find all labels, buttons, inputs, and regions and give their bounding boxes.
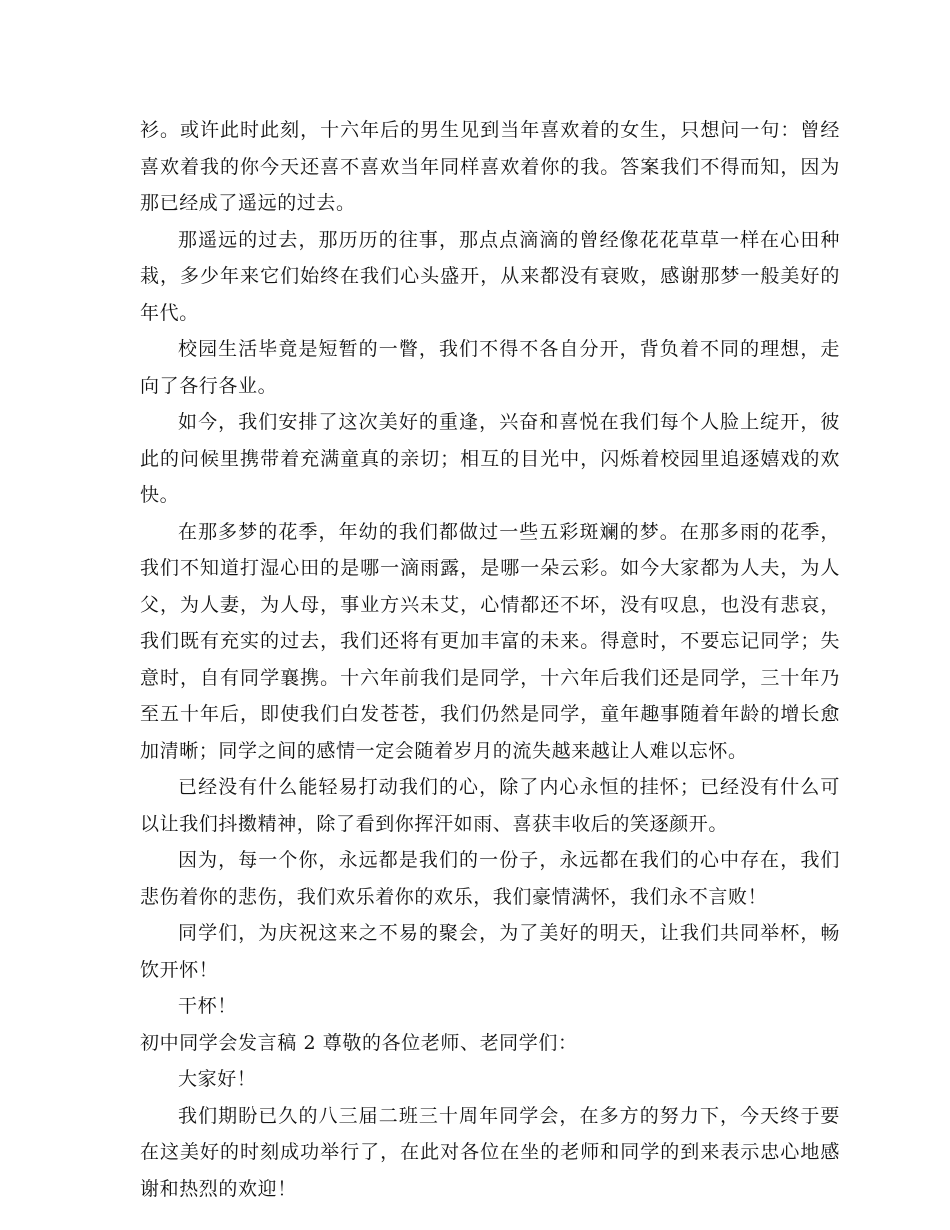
paragraph-6: 已经没有什么能轻易打动我们的心，除了内心永恒的挂怀；已经没有什么可以让我们抖擞精神，除了看到你挥汗如雨、喜获丰收后的笑逐颜开。 <box>140 776 840 835</box>
paragraph-7: 因为，每一个你，永远都是我们的一份子，永远都在我们的心中存在，我们悲伤着你的悲伤，我们欢乐着你的欢乐，我们豪情满怀，我们永不言败！ <box>140 849 840 908</box>
section-heading: 初中同学会发言稿 2 尊敬的各位老师、老同学们： <box>140 1031 578 1054</box>
paragraph-5: 在那多梦的花季，年幼的我们都做过一些五彩斑斓的梦。在那多雨的花季，我们不知道打湿心田的是哪一滴雨露，是哪一朵云彩。如今大家都为人夫，为人父，为人妻，为人母，事业方兴未艾，心情都还不坏，没有叹息，也没有悲哀，我们既有充实的过去，我们还将有更加丰富的未来。得意时，不要忘记同学；失意时，自有同学襄携。十六年前我们是同学，十六年后我们还是同学，三十年乃至五十年后，即使我们白发苍苍，我们仍然是同学，童年趣事随着年龄的增长愈加清晰；同学之间的感情一定会随着岁月的流失越来越让人难以忘怀。 <box>140 520 840 762</box>
paragraph-3: 校园生活毕竟是短暂的一瞥，我们不得不各自分开，背负着不同的理想，走向了各行各业。 <box>140 338 840 397</box>
document-body <box>140 112 840 1207</box>
paragraph-9: 干杯！ <box>178 995 237 1017</box>
greeting: 大家好！ <box>178 1068 257 1090</box>
paragraph-12: 我们期盼已久的八三届二班三十周年同学会，在多方的努力下，今天终于要在这美好的时刻成功举行了，在此对各位在坐的老师和同学的到来表示忠心地感谢和热烈的欢迎！ <box>140 1104 840 1200</box>
paragraph-2: 那遥远的过去，那历历的往事，那点点滴滴的曾经像花花草草一样在心田种栽，多少年来它们始终在我们心头盛开，从来都没有衰败，感谢那梦一般美好的年代。 <box>140 228 840 324</box>
paragraph-1: 衫。或许此时此刻，十六年后的男生见到当年喜欢着的女生，只想问一句：曾经喜欢着我的你今天还喜不喜欢当年同样喜欢着你的我。答案我们不得而知，因为那已经成了遥远的过去。 <box>140 119 840 214</box>
paragraph-8: 同学们，为庆祝这来之不易的聚会，为了美好的明天，让我们共同举杯，畅饮开怀！ <box>140 922 840 981</box>
paragraph-4: 如今，我们安排了这次美好的重逢，兴奋和喜悦在我们每个人脸上绽开，彼此的问候里携带着充满童真的亲切；相互的目光中，闪烁着校园里追逐嬉戏的欢快。 <box>140 411 840 506</box>
